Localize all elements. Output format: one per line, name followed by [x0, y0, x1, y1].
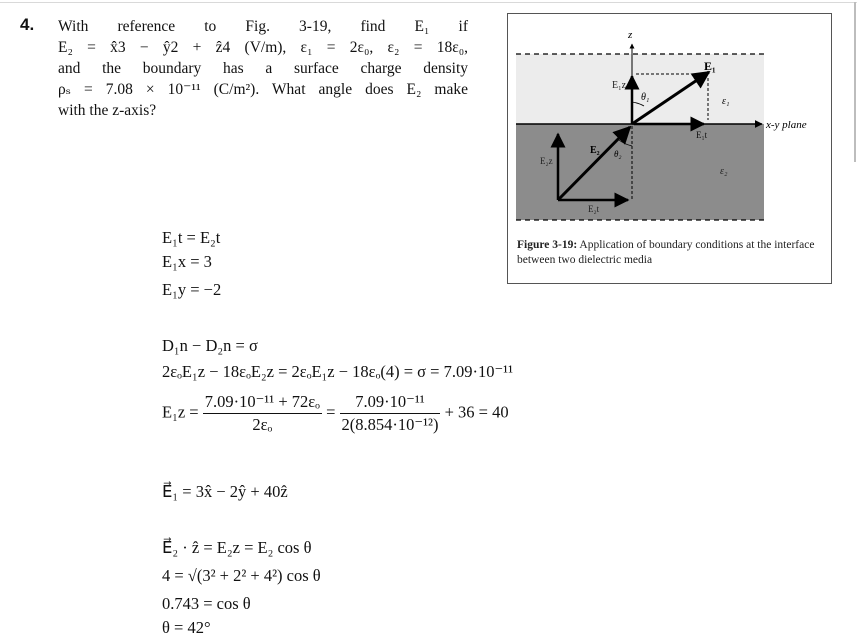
figure-3-19	[507, 13, 832, 284]
label-e1: E₁	[704, 59, 716, 73]
figure-caption	[517, 238, 822, 268]
eq-normal-d: D₁n − D₂n = σ	[162, 336, 258, 355]
eq-cos-theta: 0.743 = cos θ	[162, 594, 251, 613]
right-edge-rule	[854, 2, 856, 162]
eq-e1z-tail: + 36 = 40	[444, 402, 509, 422]
medium-1-region	[516, 54, 764, 124]
label-theta1: θ₁	[641, 92, 650, 103]
label-theta2: θ₂	[614, 149, 622, 159]
label-e1t: E₁t	[696, 130, 708, 140]
fraction-2-denominator: 2(8.854·10⁻¹²)	[341, 415, 439, 434]
fraction-1	[203, 392, 322, 435]
eq-magnitude: 4 = √(3² + 2² + 4²) cos θ	[162, 566, 321, 585]
problem-line-1: With reference to Fig. 3-19, find E₁ if	[58, 18, 468, 35]
eq-e1z-equals: =	[326, 402, 336, 422]
fraction-1-numerator: 7.09·10⁻¹¹ + 72εₒ	[203, 392, 322, 414]
fraction-2	[340, 392, 441, 435]
fraction-1-denominator: 2εₒ	[252, 415, 273, 434]
eq-e1x: E₁x = 3	[162, 252, 212, 271]
label-xy-plane: x-y plane	[766, 119, 807, 131]
top-rule	[0, 2, 857, 3]
eq-tangential-continuity: E₁t = E₂t	[162, 228, 221, 247]
problem-line-4: ρₛ = 7.08 × 10⁻¹¹ (C/m²). What angle does E₂ make	[58, 81, 468, 98]
label-z: z	[628, 29, 633, 41]
problem-line-2: E₂ = x̂3 − ŷ2 + ẑ4 (V/m), ε₁ = 2ε₀, ε₂ = 18ε₀,	[58, 39, 468, 56]
caption-title: Figure 3-19:	[517, 239, 578, 251]
boundary-diagram	[508, 14, 831, 236]
problem-number: 4.	[20, 15, 35, 34]
fraction-2-numerator: 7.09·10⁻¹¹	[340, 392, 441, 414]
problem-line-5: with the z-axis?	[58, 102, 157, 119]
eq-e1z-lhs: E₁z =	[162, 402, 199, 422]
eq-e1y: E₁y = −2	[162, 280, 222, 299]
eq-e1z-solution	[162, 392, 509, 435]
eq-theta-result: θ = 42°	[162, 618, 211, 637]
eq-substitution: 2εₒE₁z − 18εₒE₂z = 2εₒE₁z − 18εₒ(4) = σ = 7.09·10⁻¹¹	[162, 362, 514, 381]
problem-line-3: and the boundary has a surface charge density	[58, 60, 468, 77]
label-e2z: E₂z	[540, 156, 553, 166]
label-e1z: E₁z	[612, 80, 627, 91]
label-eps2: ε₂	[720, 166, 728, 177]
label-eps1: ε₁	[722, 96, 730, 107]
problem-text	[58, 16, 468, 121]
eq-dot-product: E⃗₂ · ẑ = E₂z = E₂ cos θ	[162, 538, 312, 557]
label-e2t: E₂t	[588, 204, 600, 214]
label-e2: E₂	[590, 145, 600, 156]
eq-e1-vector: E⃗₁ = 3x̂ − 2ŷ + 40ẑ	[162, 482, 288, 501]
caption-text: Application of boundary conditions at the interface between two dielectric media	[517, 239, 815, 266]
